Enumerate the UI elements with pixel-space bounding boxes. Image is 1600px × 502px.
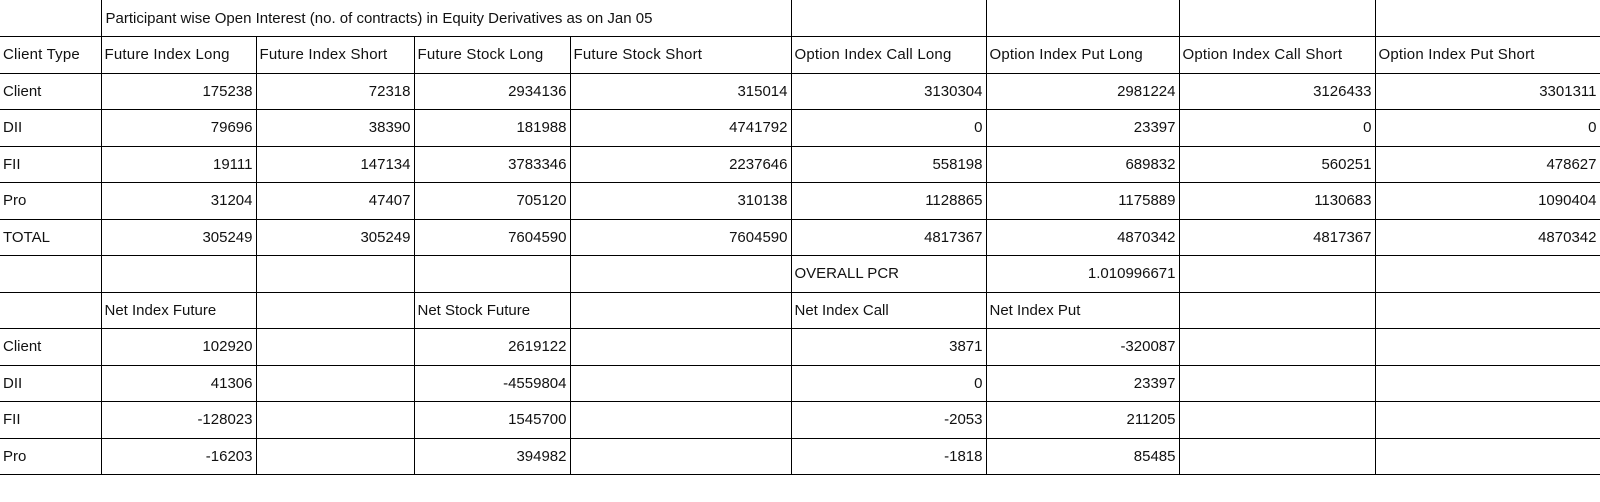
cell[interactable] xyxy=(1179,329,1375,366)
header-cell[interactable]: Net Index Put xyxy=(986,292,1179,329)
cell[interactable]: 0 xyxy=(1179,110,1375,147)
cell[interactable]: 315014 xyxy=(570,73,791,110)
cell[interactable]: 4870342 xyxy=(986,219,1179,256)
pcr-label[interactable]: OVERALL PCR xyxy=(791,256,986,293)
cell[interactable]: 3871 xyxy=(791,329,986,366)
cell[interactable]: 310138 xyxy=(570,183,791,220)
cell[interactable] xyxy=(1375,438,1600,475)
cell[interactable] xyxy=(1179,402,1375,439)
cell[interactable]: 558198 xyxy=(791,146,986,183)
cell[interactable]: 7604590 xyxy=(414,219,570,256)
header-cell[interactable]: Future Index Short xyxy=(256,37,414,74)
cell[interactable] xyxy=(570,329,791,366)
cell[interactable]: 0 xyxy=(791,110,986,147)
cell[interactable]: 560251 xyxy=(1179,146,1375,183)
cell[interactable] xyxy=(570,365,791,402)
cell[interactable]: 4817367 xyxy=(791,219,986,256)
cell[interactable]: 2619122 xyxy=(414,329,570,366)
cell[interactable] xyxy=(570,256,791,293)
table-row xyxy=(0,402,1600,439)
header-row xyxy=(0,37,1600,74)
row-label[interactable]: Client xyxy=(0,329,101,366)
cell[interactable]: -1818 xyxy=(791,438,986,475)
cell[interactable] xyxy=(0,292,101,329)
cell[interactable]: 19111 xyxy=(101,146,256,183)
cell[interactable] xyxy=(570,438,791,475)
cell[interactable]: 0 xyxy=(791,365,986,402)
cell[interactable]: 4870342 xyxy=(1375,219,1600,256)
cell[interactable]: 689832 xyxy=(986,146,1179,183)
cell[interactable] xyxy=(256,402,414,439)
cell[interactable]: 1545700 xyxy=(414,402,570,439)
row-label[interactable]: Pro xyxy=(0,183,101,220)
cell[interactable]: 4817367 xyxy=(1179,219,1375,256)
cell[interactable] xyxy=(1179,0,1375,37)
cell[interactable] xyxy=(414,256,570,293)
cell[interactable] xyxy=(1179,365,1375,402)
net-header-row xyxy=(0,292,1600,329)
cell[interactable]: 23397 xyxy=(986,110,1179,147)
cell[interactable]: 1175889 xyxy=(986,183,1179,220)
cell[interactable]: 1130683 xyxy=(1179,183,1375,220)
cell[interactable]: 705120 xyxy=(414,183,570,220)
header-cell[interactable]: Client Type xyxy=(0,37,101,74)
cell[interactable]: 1128865 xyxy=(791,183,986,220)
pcr-value[interactable]: 1.010996671 xyxy=(986,256,1179,293)
cell[interactable] xyxy=(1375,0,1600,37)
cell[interactable]: 72318 xyxy=(256,73,414,110)
cell[interactable]: 305249 xyxy=(101,219,256,256)
cell[interactable]: 0 xyxy=(1375,110,1600,147)
header-cell[interactable]: Option Index Call Long xyxy=(791,37,986,74)
header-cell[interactable]: Future Index Long xyxy=(101,37,256,74)
row-label[interactable]: TOTAL xyxy=(0,219,101,256)
cell[interactable]: 38390 xyxy=(256,110,414,147)
header-cell[interactable]: Net Index Call xyxy=(791,292,986,329)
header-cell[interactable]: Option Index Put Short xyxy=(1375,37,1600,74)
cell[interactable] xyxy=(791,0,986,37)
cell[interactable]: 85485 xyxy=(986,438,1179,475)
cell[interactable]: 175238 xyxy=(101,73,256,110)
cell[interactable] xyxy=(1375,402,1600,439)
cell[interactable] xyxy=(1375,329,1600,366)
cell[interactable]: 181988 xyxy=(414,110,570,147)
cell[interactable] xyxy=(1375,365,1600,402)
cell[interactable]: 3130304 xyxy=(791,73,986,110)
row-label[interactable]: DII xyxy=(0,110,101,147)
row-label[interactable]: Client xyxy=(0,73,101,110)
cell[interactable] xyxy=(1375,292,1600,329)
row-label[interactable]: Pro xyxy=(0,438,101,475)
table-row xyxy=(0,438,1600,475)
cell[interactable] xyxy=(256,365,414,402)
cell[interactable] xyxy=(1179,438,1375,475)
cell[interactable]: 47407 xyxy=(256,183,414,220)
cell[interactable]: 394982 xyxy=(414,438,570,475)
table-row xyxy=(0,183,1600,220)
cell[interactable] xyxy=(256,256,414,293)
header-cell[interactable]: Option Index Call Short xyxy=(1179,37,1375,74)
table-row xyxy=(0,73,1600,110)
cell[interactable]: -320087 xyxy=(986,329,1179,366)
header-cell[interactable]: Net Stock Future xyxy=(414,292,570,329)
table-row xyxy=(0,329,1600,366)
cell[interactable]: 2237646 xyxy=(570,146,791,183)
cell[interactable]: 2934136 xyxy=(414,73,570,110)
title-row xyxy=(0,0,1600,37)
cell[interactable]: -16203 xyxy=(101,438,256,475)
cell[interactable]: 4741792 xyxy=(570,110,791,147)
cell[interactable]: 478627 xyxy=(1375,146,1600,183)
cell[interactable]: 23397 xyxy=(986,365,1179,402)
header-cell[interactable]: Net Index Future xyxy=(101,292,256,329)
cell[interactable] xyxy=(0,0,101,37)
table-row xyxy=(0,146,1600,183)
cell[interactable] xyxy=(256,438,414,475)
row-label[interactable]: FII xyxy=(0,146,101,183)
cell[interactable]: 31204 xyxy=(101,183,256,220)
cell[interactable] xyxy=(570,402,791,439)
table-row xyxy=(0,110,1600,147)
cell[interactable] xyxy=(1179,292,1375,329)
cell[interactable] xyxy=(1179,256,1375,293)
cell[interactable]: 147134 xyxy=(256,146,414,183)
cell[interactable]: 305249 xyxy=(256,219,414,256)
cell[interactable] xyxy=(570,292,791,329)
table-row xyxy=(0,365,1600,402)
cell[interactable] xyxy=(0,256,101,293)
header-cell[interactable]: Future Stock Short xyxy=(570,37,791,74)
cell[interactable]: 79696 xyxy=(101,110,256,147)
cell[interactable] xyxy=(256,329,414,366)
cell[interactable] xyxy=(986,0,1179,37)
cell[interactable]: 1090404 xyxy=(1375,183,1600,220)
table-title[interactable]: Participant wise Open Interest (no. of contracts) in Equity Derivatives as on Jan 05 xyxy=(101,0,791,37)
pcr-row xyxy=(0,256,1600,293)
cell[interactable]: -128023 xyxy=(101,402,256,439)
cell[interactable]: 41306 xyxy=(101,365,256,402)
cell[interactable]: 2981224 xyxy=(986,73,1179,110)
cell[interactable] xyxy=(256,292,414,329)
cell[interactable]: -4559804 xyxy=(414,365,570,402)
cell[interactable]: -2053 xyxy=(791,402,986,439)
cell[interactable] xyxy=(101,256,256,293)
header-cell[interactable]: Option Index Put Long xyxy=(986,37,1179,74)
row-label[interactable]: FII xyxy=(0,402,101,439)
cell[interactable]: 102920 xyxy=(101,329,256,366)
cell[interactable]: 7604590 xyxy=(570,219,791,256)
cell[interactable]: 3126433 xyxy=(1179,73,1375,110)
cell[interactable]: 211205 xyxy=(986,402,1179,439)
cell[interactable] xyxy=(1375,256,1600,293)
row-label[interactable]: DII xyxy=(0,365,101,402)
cell[interactable]: 3301311 xyxy=(1375,73,1600,110)
header-cell[interactable]: Future Stock Long xyxy=(414,37,570,74)
total-row xyxy=(0,219,1600,256)
cell[interactable]: 3783346 xyxy=(414,146,570,183)
